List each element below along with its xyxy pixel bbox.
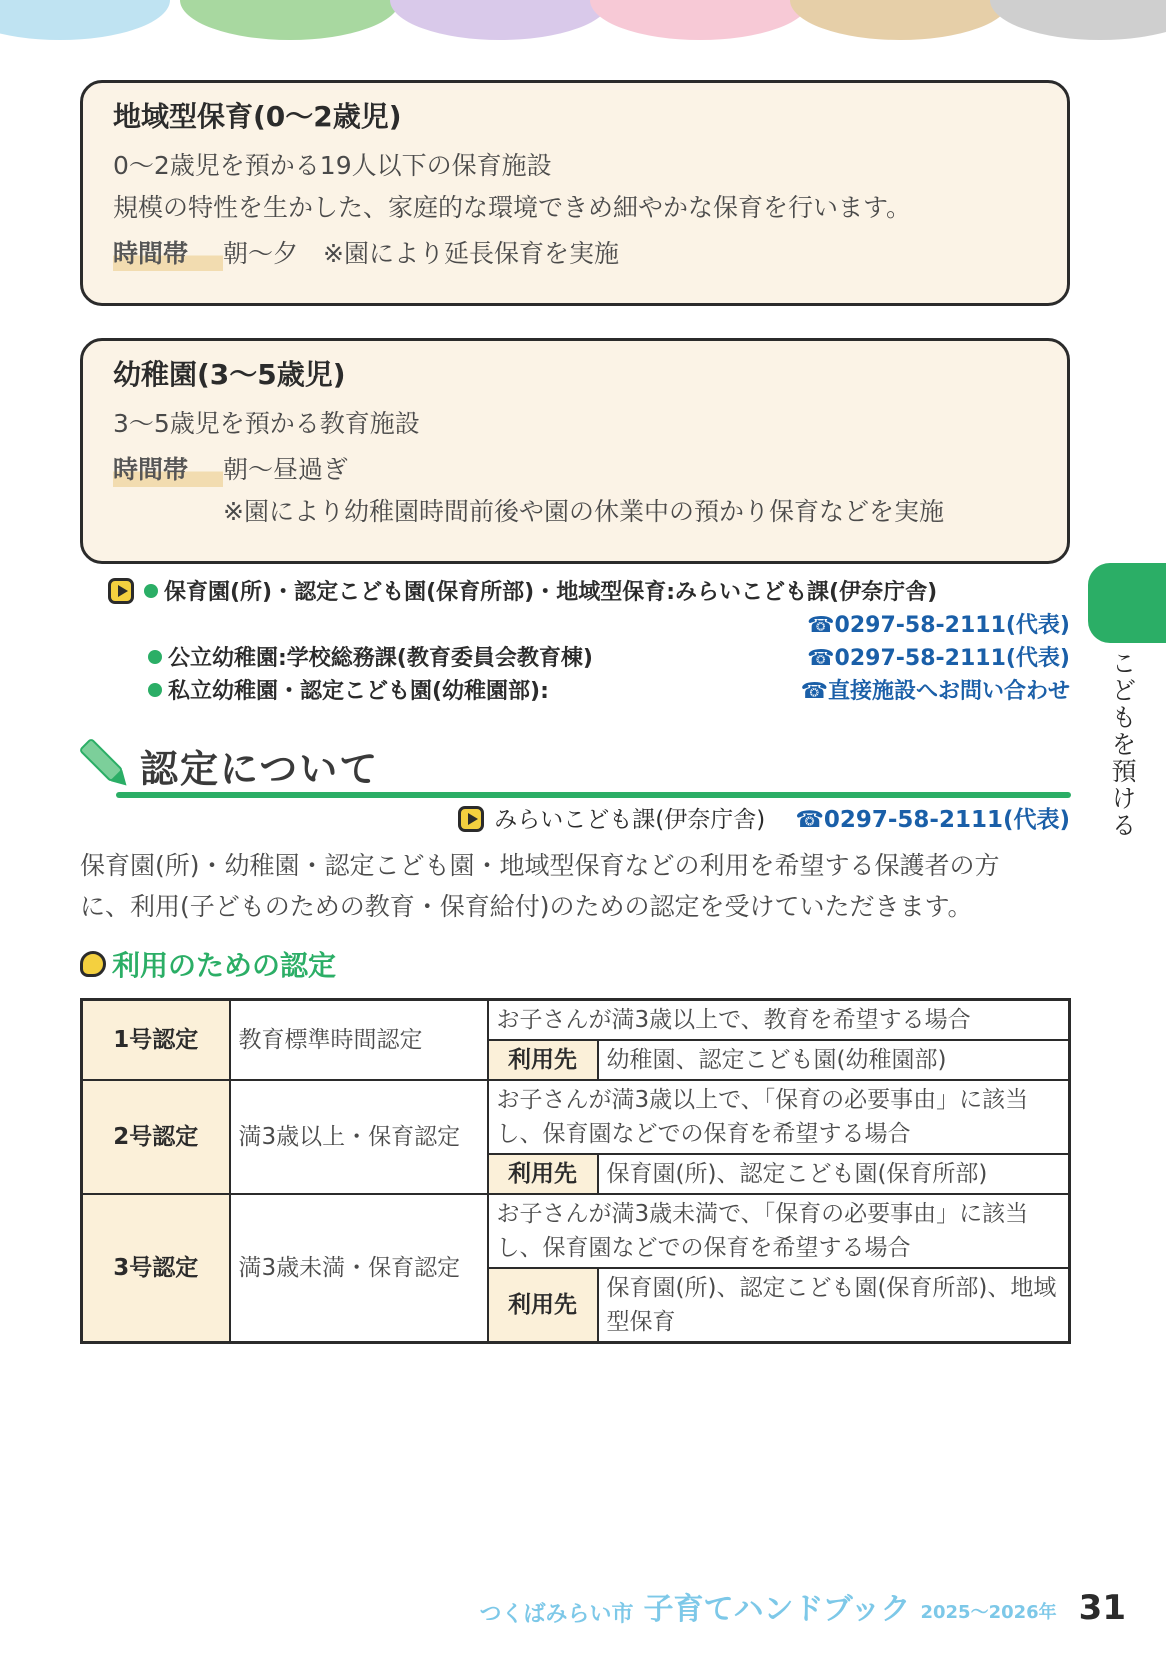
play-icon xyxy=(458,806,484,832)
hours-label: 時間帯 xyxy=(113,453,223,487)
page-number: 31 xyxy=(1078,1588,1126,1628)
cert-condition: お子さんが満3歳以上で、「保育の必要事由」に該当し、保育園などでの保育を希望する場合 xyxy=(488,1080,1070,1154)
section-contact xyxy=(458,803,1070,837)
contact-tel: ☎0297-58-2111(代表) xyxy=(807,646,1070,671)
hours-text: 朝〜夕 ※園により延長保育を実施 xyxy=(223,239,619,268)
footer-year: 2025〜2026年 xyxy=(920,1602,1057,1623)
contact-row xyxy=(108,576,1070,609)
cert-type: 満3歳以上・保育認定 xyxy=(230,1080,488,1194)
section-heading xyxy=(78,734,1073,802)
table-row xyxy=(82,1000,1070,1041)
bullet-icon xyxy=(148,650,162,664)
footer-brand: つくばみらい市 xyxy=(479,1602,634,1627)
table-row xyxy=(82,1194,1070,1268)
section-rule xyxy=(116,792,1071,798)
contact-row xyxy=(108,642,1070,675)
use-value: 保育園(所)、認定こども園(保育所部) xyxy=(598,1154,1070,1194)
cert-name: 3号認定 xyxy=(82,1194,230,1343)
contact-label: 公立幼稚園:学校総務課(教育委員会教育棟) xyxy=(168,646,593,671)
use-label: 利用先 xyxy=(488,1040,598,1080)
contact-row xyxy=(108,609,1070,642)
use-value: 保育園(所)、認定こども園(保育所部)、地域型保育 xyxy=(598,1268,1070,1343)
hours-note: ※園により幼稚園時間前後や園の休業中の預かり保育などを実施 xyxy=(223,497,944,526)
side-tab-label: こどもを預ける xyxy=(1108,650,1137,839)
page-footer xyxy=(479,1578,1126,1628)
use-value: 幼稚園、認定こども園(幼稚園部) xyxy=(598,1040,1070,1080)
section-title: 認定について xyxy=(140,747,380,791)
info-box-regional-childcare xyxy=(80,80,1070,306)
box-line: 0〜2歳児を預かる19人以下の保育施設 xyxy=(113,151,552,180)
pencil-icon xyxy=(78,734,134,796)
cert-condition: お子さんが満3歳以上で、教育を希望する場合 xyxy=(488,1000,1070,1041)
section-contact-tel: ☎0297-58-2111(代表) xyxy=(795,807,1070,833)
hours-label: 時間帯 xyxy=(113,237,223,271)
side-tab xyxy=(1088,563,1166,643)
box-hours xyxy=(113,449,1037,491)
table-row xyxy=(82,1080,1070,1154)
contact-list xyxy=(108,576,1070,708)
speech-bubble-icon xyxy=(80,951,106,977)
use-label: 利用先 xyxy=(488,1268,598,1343)
box-hours xyxy=(113,233,1037,275)
bullet-icon xyxy=(148,683,162,697)
subsection-title: 利用のための認定 xyxy=(112,949,337,982)
bullet-icon xyxy=(144,584,158,598)
play-icon xyxy=(108,578,134,604)
info-box-kindergarten xyxy=(80,338,1070,564)
box-title: 地域型保育(0〜2歳児) xyxy=(113,100,402,133)
use-label: 利用先 xyxy=(488,1154,598,1194)
box-title: 幼稚園(3〜5歳児) xyxy=(113,358,346,391)
paragraph-line: に、利用(子どものための教育・保育給付)のための認定を受けていただきます。 xyxy=(80,892,973,921)
top-decoration xyxy=(0,0,1166,44)
cert-type: 教育標準時間認定 xyxy=(230,1000,488,1081)
box-line: 規模の特性を生かした、家庭的な環境できめ細やかな保育を行います。 xyxy=(113,193,912,222)
paragraph-line: 保育園(所)・幼稚園・認定こども園・地域型保育などの利用を希望する保護者の方 xyxy=(80,851,1000,880)
certification-table xyxy=(80,998,1071,1344)
subsection-heading xyxy=(80,946,336,986)
contact-row xyxy=(108,675,1070,708)
cert-name: 2号認定 xyxy=(82,1080,230,1194)
contact-tel: ☎直接施設へお問い合わせ xyxy=(800,679,1070,704)
contact-label: 私立幼稚園・認定こども園(幼稚園部): xyxy=(168,679,549,704)
hours-text: 朝〜昼過ぎ xyxy=(223,455,349,484)
cert-condition: お子さんが満3歳未満で、「保育の必要事由」に該当し、保育園などでの保育を希望する場合 xyxy=(488,1194,1070,1268)
section-contact-label: みらいこども課(伊奈庁舎) xyxy=(494,807,766,833)
cert-type: 満3歳未満・保育認定 xyxy=(230,1194,488,1343)
contact-label: 保育園(所)・認定こども園(保育所部)・地域型保育:みらいこども課(伊奈庁舎) xyxy=(164,580,938,605)
box-line: 3〜5歳児を預かる教育施設 xyxy=(113,409,420,438)
contact-tel: ☎0297-58-2111(代表) xyxy=(807,613,1070,638)
cert-name: 1号認定 xyxy=(82,1000,230,1081)
footer-title: 子育てハンドブック xyxy=(643,1592,911,1627)
section-paragraph xyxy=(80,845,1070,927)
